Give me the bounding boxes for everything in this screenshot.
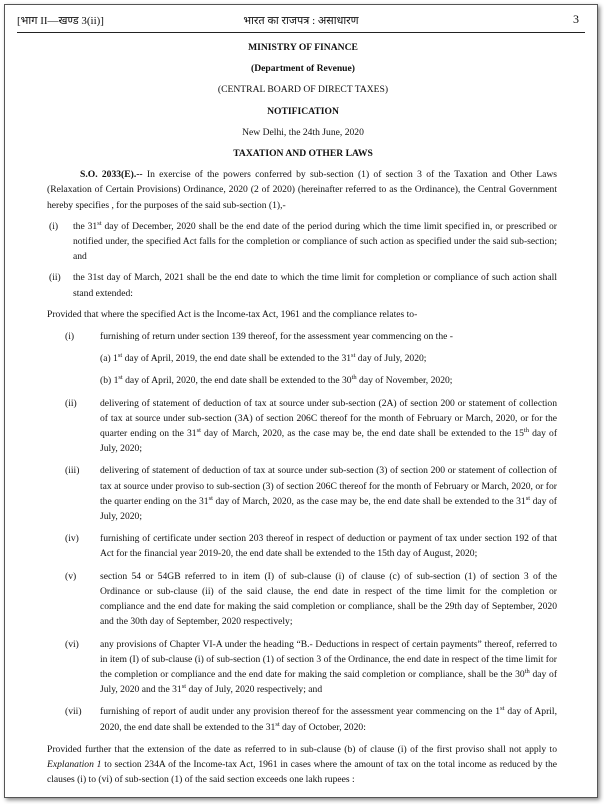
header-gazette-title: भारत का राजपत्र : असाधारण bbox=[243, 15, 359, 27]
item-text: delivering of statement of deduction of tax at source under sub-section (3) of section 200 or statement of collection of tax at source under proviso to sub-section (3) of section 206C thereof for the month of February or March, 2020, or for the quarter ending on the 31 bbox=[100, 465, 557, 507]
subject-heading: TAXATION AND OTHER LAWS bbox=[233, 148, 373, 160]
sub-text: (a) 1 bbox=[100, 353, 118, 365]
proviso-item-iv bbox=[49, 531, 557, 561]
item-text: delivering of statement of deduction of tax at source under sub-section (2A) of section 200 or statement of collection of tax at source under sub-section (3A) of section 206C thereof for the month of February or March, 2020, or for the quarter ending on the 31 bbox=[100, 397, 557, 440]
clause-ii bbox=[49, 270, 557, 300]
item-number: (vii) bbox=[65, 706, 82, 718]
sub-text: day of April, 2020, the end date shall be extended to the 30 bbox=[122, 375, 352, 387]
sub-text: day of November, 2020; bbox=[356, 375, 453, 387]
item-text: furnishing of return under section 139 thereof, for the assessment year commencing on the - bbox=[100, 331, 453, 343]
explanation-ref: Explanation 1 bbox=[47, 758, 102, 770]
item-number: (ii) bbox=[65, 397, 77, 409]
so-number: S.O. 2033(E).-- bbox=[80, 169, 143, 181]
item-sup: th bbox=[524, 667, 530, 675]
item-text: day of October, 2020: bbox=[279, 721, 366, 733]
clause-number: (i) bbox=[49, 220, 59, 232]
item-sup: st bbox=[196, 426, 201, 434]
item-sup: st bbox=[275, 720, 280, 728]
clause-i bbox=[49, 219, 557, 265]
header-divider bbox=[17, 32, 585, 33]
proviso-item-i bbox=[49, 329, 557, 344]
first-proviso: Provided that where the specified Act is the Income-tax Act, 1961 and the compliance relates to- bbox=[47, 308, 418, 320]
clause-text: the 31 bbox=[73, 220, 98, 232]
place-date: New Delhi, the 24th June, 2020 bbox=[242, 126, 364, 138]
notification-heading: NOTIFICATION bbox=[267, 105, 339, 117]
item-number: (iv) bbox=[65, 533, 79, 545]
proviso-item-ii bbox=[49, 396, 557, 457]
sub-text: day of April, 2019, the end date shall be extended to the 31 bbox=[122, 353, 352, 365]
item-text: day of March, 2020, as the case may be, the end date shall be extended to the 31 bbox=[212, 495, 526, 507]
proviso-item-vi bbox=[49, 637, 557, 698]
proviso-item-iii bbox=[49, 463, 557, 524]
department-heading: (Department of Revenue) bbox=[251, 63, 355, 75]
item-text: day of July, 2020; bbox=[100, 495, 557, 523]
item-text: day of July, 2020; bbox=[100, 428, 558, 455]
item-text: section 54 or 54GB referred to in item (I) of sub-clause (i) of clause (c) of sub-section (1) of section 3 of the Ordinance or sub-clause (ii) of the said clause, the end date in respect of the time limit for the completion or compliance and the end date for making the said completion or compliance, shall be the 29th day of September, 2020 and the 30th day of September, 2020 respectively; bbox=[100, 570, 557, 628]
notification-body bbox=[49, 38, 557, 791]
item-sup: th bbox=[523, 426, 529, 434]
item-number: (v) bbox=[65, 570, 77, 582]
item-number: (i) bbox=[65, 331, 75, 343]
sub-sup: st bbox=[118, 374, 123, 382]
item-text: day of March, 2020, as the case may be, the end date shall be extended to the 15 bbox=[200, 428, 524, 440]
gazette-page bbox=[4, 4, 598, 798]
page-number: 3 bbox=[573, 12, 579, 26]
sub-sup: st bbox=[351, 352, 356, 360]
sub-sup: st bbox=[117, 352, 123, 360]
clause-text: the 31st day of March, 2021 shall be the end date to which the time limit for completion or compliance of such action shall stand extended: bbox=[73, 272, 557, 299]
proviso-sub-a bbox=[49, 351, 557, 366]
sub-sup: th bbox=[351, 374, 357, 382]
item-text: day of July, 2020 and the 31 bbox=[100, 668, 558, 696]
item-number: (vi) bbox=[65, 638, 79, 650]
item-sup: st bbox=[525, 494, 531, 502]
item-sup: st bbox=[500, 705, 505, 713]
clause-sup: st bbox=[97, 219, 102, 227]
ministry-heading: MINISTRY OF FINANCE bbox=[248, 42, 358, 53]
item-sup: st bbox=[208, 494, 213, 502]
item-sup: st bbox=[181, 682, 187, 690]
clause-text: day of December, 2020 shall be the end date of the period during which the time limit specified in, or prescribed or notified under, the specified Act falls for the completion or compliance of such action as specified under the said sub-section; and bbox=[73, 220, 557, 263]
proviso-sub-b bbox=[49, 373, 557, 388]
item-text: day of July, 2020 respectively; and bbox=[186, 684, 323, 696]
intro-text: In exercise of the powers conferred by sub-section (1) of section 3 of the Taxation and Other Laws (Relaxation of Certain Provisions) Ordinance, 2020 (2 of 2020) (hereinafter referred to as the Ordinance), the Central Government hereby specifies , for the purposes of the said sub-section (1),- bbox=[47, 169, 557, 211]
item-text: day of April, 2020, the end date shall be extended to the 31 bbox=[100, 706, 557, 733]
second-proviso bbox=[47, 742, 557, 788]
proviso-item-v bbox=[49, 569, 557, 630]
sub-text: day of July, 2020; bbox=[355, 353, 427, 365]
item-text: furnishing of certificate under section 203 thereof in respect of deduction or payment of tax under section 192 of that Act for the financial year 2019-20, the end date shall be extended to the 15th day of August, 2020; bbox=[100, 533, 557, 560]
item-text: any provisions of Chapter VI-A under the heading “B.- Deductions in respect of certain payments” thereof, referred to in item (I) of sub-clause (i) of sub-section (1) of section 3 of the Ordinance, the end date in respect of the time limit for the completion or compliance and the end date for making the said completion or compliance, shall be the 30 bbox=[100, 638, 557, 680]
board-heading: (CENTRAL BOARD OF DIRECT TAXES) bbox=[217, 84, 389, 96]
proviso-item-vii bbox=[49, 704, 557, 734]
clause-number: (ii) bbox=[49, 272, 61, 284]
sub-text: (b) 1 bbox=[100, 375, 119, 387]
running-header bbox=[17, 13, 585, 29]
intro-paragraph bbox=[47, 167, 557, 213]
proviso-text: Provided further that the extension of the date as referred to in sub-clause (b) of clause (i) of the first proviso shall not apply to bbox=[47, 743, 557, 755]
item-number: (iii) bbox=[65, 465, 80, 477]
item-text: furnishing of report of audit under any provision thereof for the assessment year commencing on the 1 bbox=[100, 706, 501, 718]
header-part: [भाग II—खण्ड 3(ii)] bbox=[17, 15, 104, 27]
proviso-text: to section 234A of the Income-tax Act, 1961 in cases where the amount of tax on the total income as reduced by the clauses (i) to (vi) of sub-section (1) of the said section exceeds one lakh rupees : bbox=[47, 758, 557, 786]
